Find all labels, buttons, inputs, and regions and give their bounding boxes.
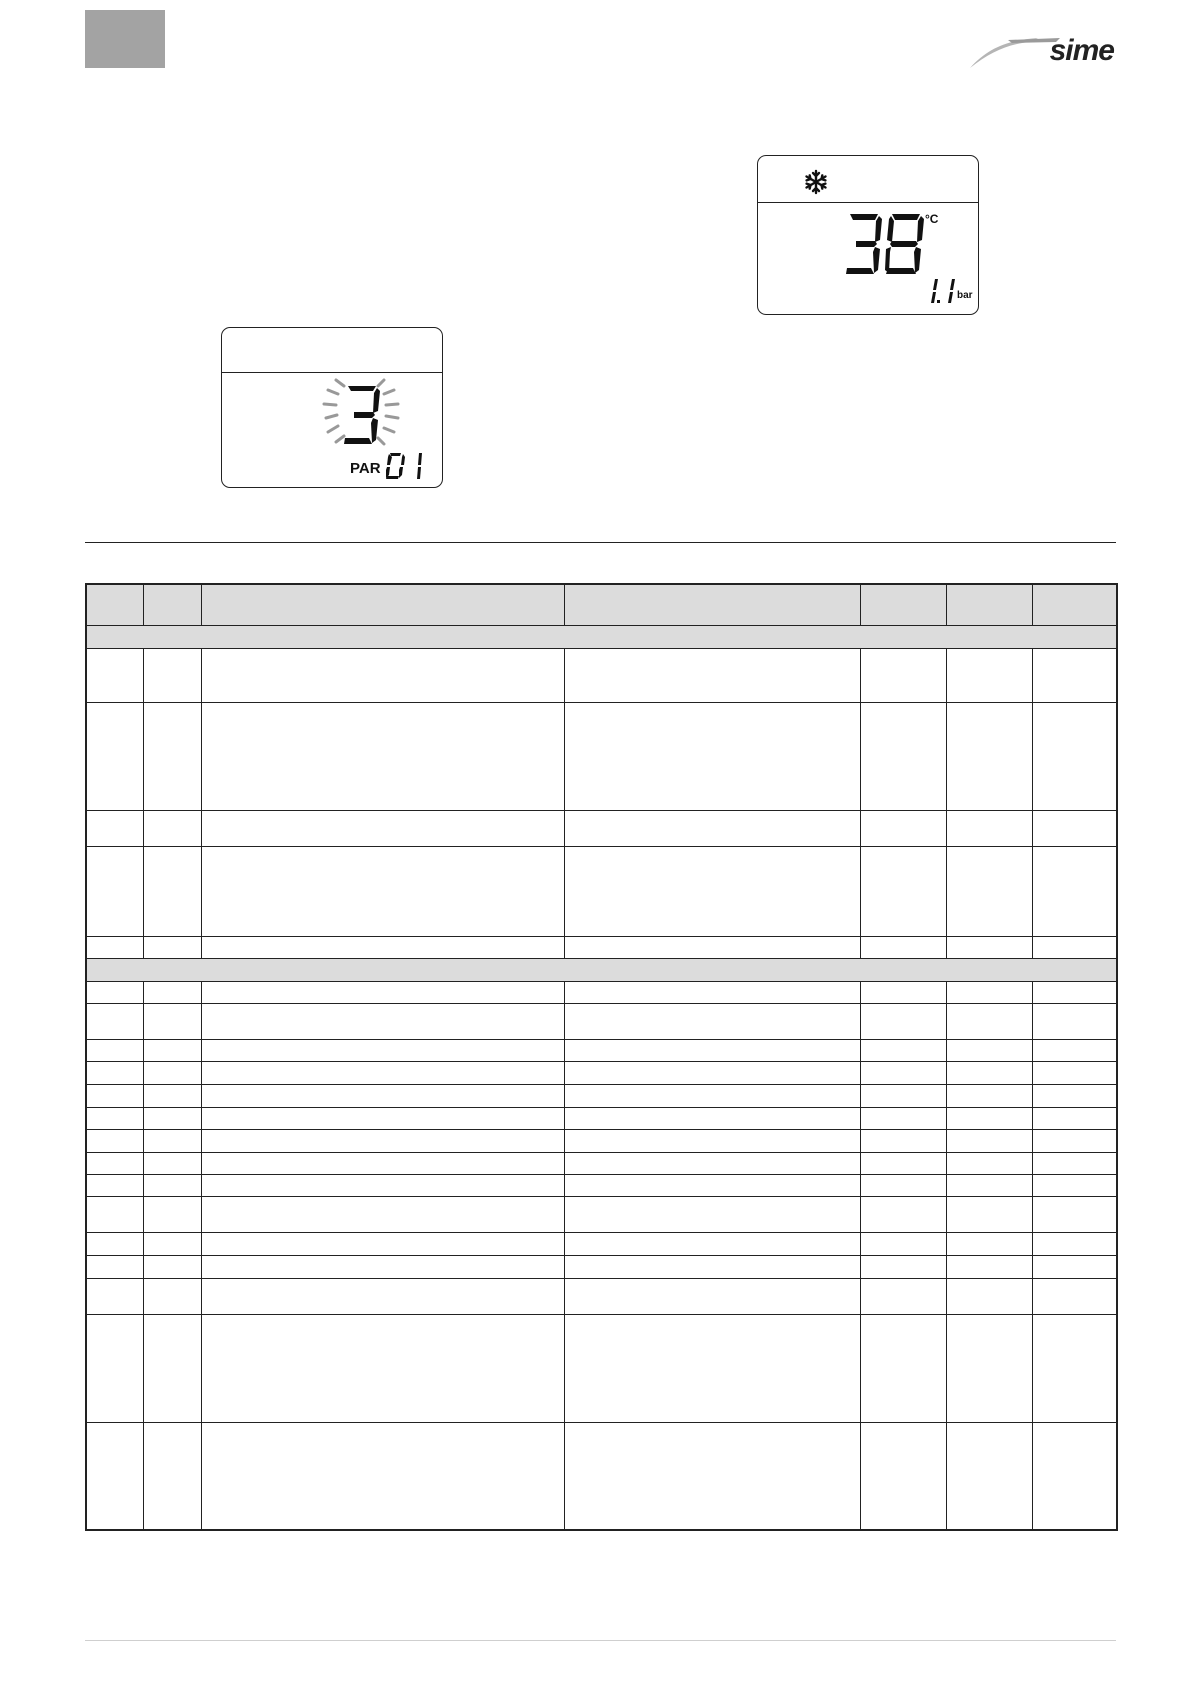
table-cell	[86, 1107, 143, 1129]
table-cell	[201, 810, 564, 846]
table-cell	[86, 1061, 143, 1084]
table-cell	[946, 1232, 1032, 1255]
table-cell	[860, 1196, 946, 1232]
table-cell	[143, 1003, 201, 1039]
table-cell	[564, 1129, 860, 1152]
table-cell	[860, 1061, 946, 1084]
table-cell	[860, 1232, 946, 1255]
column-header	[86, 584, 143, 625]
table-cell	[86, 958, 1117, 981]
column-header	[1032, 584, 1117, 625]
table-cell	[564, 1152, 860, 1174]
param-number	[384, 452, 426, 480]
lcd-divider	[758, 202, 978, 203]
table-cell	[564, 1174, 860, 1196]
table-cell	[143, 981, 201, 1003]
table-cell	[564, 1061, 860, 1084]
page-section-tab	[85, 10, 165, 68]
table-row	[86, 1107, 1117, 1129]
table-cell	[143, 1039, 201, 1061]
table-cell	[860, 1278, 946, 1314]
table-cell	[564, 1084, 860, 1107]
table-cell	[564, 648, 860, 702]
section-row	[86, 958, 1117, 981]
column-header	[564, 584, 860, 625]
table-row	[86, 702, 1117, 810]
table-cell	[201, 1129, 564, 1152]
temperature-unit: °C	[925, 212, 939, 226]
table-cell	[946, 1061, 1032, 1084]
table-cell	[1032, 648, 1117, 702]
table-cell	[564, 846, 860, 936]
table-cell	[946, 702, 1032, 810]
table-cell	[143, 810, 201, 846]
table-cell	[860, 648, 946, 702]
pressure-readout	[928, 278, 960, 304]
table-cell	[1032, 1314, 1117, 1422]
table-row	[86, 1278, 1117, 1314]
table-cell	[143, 1107, 201, 1129]
table-cell	[143, 702, 201, 810]
table-row	[86, 648, 1117, 702]
table-cell	[1032, 702, 1117, 810]
table-cell	[86, 1196, 143, 1232]
table-row	[86, 1129, 1117, 1152]
table-cell	[564, 1232, 860, 1255]
table-cell	[564, 810, 860, 846]
table-cell	[1032, 936, 1117, 958]
section-rule	[85, 542, 1116, 543]
table-cell	[86, 1232, 143, 1255]
table-cell	[86, 936, 143, 958]
table-cell	[201, 936, 564, 958]
table-cell	[860, 1039, 946, 1061]
table-cell	[564, 1422, 860, 1530]
table-cell	[201, 846, 564, 936]
table-cell	[946, 1422, 1032, 1530]
table-cell	[1032, 810, 1117, 846]
table-cell	[564, 936, 860, 958]
table-row	[86, 1422, 1117, 1530]
table-cell	[1032, 981, 1117, 1003]
table-cell	[1032, 1196, 1117, 1232]
table-cell	[564, 1196, 860, 1232]
table-cell	[86, 1174, 143, 1196]
table-cell	[860, 1084, 946, 1107]
table-cell	[564, 1314, 860, 1422]
blinking-digit	[322, 378, 402, 450]
table-cell	[86, 625, 1117, 648]
table-cell	[201, 1003, 564, 1039]
table-cell	[1032, 1422, 1117, 1530]
table-cell	[201, 1039, 564, 1061]
table-cell	[201, 1152, 564, 1174]
table-cell	[86, 648, 143, 702]
table-cell	[946, 810, 1032, 846]
column-header	[860, 584, 946, 625]
lcd-divider	[222, 372, 442, 373]
table-cell	[86, 1129, 143, 1152]
table-cell	[143, 1278, 201, 1314]
column-header	[946, 584, 1032, 625]
table-row	[86, 1314, 1117, 1422]
table-cell	[946, 1152, 1032, 1174]
snowflake-icon	[802, 168, 830, 196]
table-cell	[946, 1107, 1032, 1129]
table-cell	[564, 1278, 860, 1314]
table-cell	[564, 702, 860, 810]
table-header-row	[86, 584, 1117, 625]
lcd-display-parameter	[221, 327, 443, 488]
table-cell	[86, 702, 143, 810]
table-row	[86, 1039, 1117, 1061]
table-cell	[201, 648, 564, 702]
table-cell	[946, 1255, 1032, 1278]
table-cell	[143, 846, 201, 936]
sime-logo	[968, 30, 1116, 72]
table-cell	[86, 981, 143, 1003]
table-row	[86, 1084, 1117, 1107]
table-cell	[1032, 1061, 1117, 1084]
param-label: PAR	[350, 460, 381, 477]
table-cell	[143, 1084, 201, 1107]
table-cell	[143, 1232, 201, 1255]
lcd-display-frost-protection	[757, 155, 979, 315]
parameter-table	[85, 583, 1118, 1531]
table-cell	[143, 1061, 201, 1084]
table-cell	[143, 1422, 201, 1530]
table-cell	[86, 1422, 143, 1530]
table-cell	[1032, 846, 1117, 936]
table-cell	[1032, 1107, 1117, 1129]
table-cell	[86, 1314, 143, 1422]
table-cell	[201, 1084, 564, 1107]
table-cell	[86, 1152, 143, 1174]
table-cell	[946, 1314, 1032, 1422]
table-cell	[143, 1129, 201, 1152]
table-cell	[1032, 1278, 1117, 1314]
table-row	[86, 1174, 1117, 1196]
table-cell	[86, 1039, 143, 1061]
table-cell	[143, 1255, 201, 1278]
table-cell	[143, 1174, 201, 1196]
table-cell	[1032, 1174, 1117, 1196]
table-cell	[860, 702, 946, 810]
table-cell	[564, 1107, 860, 1129]
table-cell	[1032, 1039, 1117, 1061]
table-cell	[860, 1422, 946, 1530]
table-cell	[860, 1174, 946, 1196]
logo-text: sime	[1049, 34, 1114, 67]
table-cell	[1032, 1232, 1117, 1255]
table-cell	[86, 1084, 143, 1107]
table-cell	[1032, 1255, 1117, 1278]
table-cell	[860, 1003, 946, 1039]
table-cell	[946, 1084, 1032, 1107]
table-cell	[1032, 1003, 1117, 1039]
table-cell	[201, 1061, 564, 1084]
table-row	[86, 936, 1117, 958]
table-cell	[86, 1003, 143, 1039]
table-cell	[946, 1003, 1032, 1039]
table-cell	[201, 1422, 564, 1530]
table-cell	[860, 846, 946, 936]
table-cell	[564, 1039, 860, 1061]
table-row	[86, 1003, 1117, 1039]
table-cell	[201, 702, 564, 810]
table-row	[86, 1232, 1117, 1255]
table-cell	[1032, 1152, 1117, 1174]
table-row	[86, 810, 1117, 846]
table-cell	[201, 1255, 564, 1278]
table-cell	[201, 1314, 564, 1422]
table-cell	[143, 1196, 201, 1232]
pressure-unit: bar	[957, 290, 973, 301]
table-cell	[1032, 1129, 1117, 1152]
table-cell	[564, 1003, 860, 1039]
table-cell	[860, 1255, 946, 1278]
table-cell	[201, 1232, 564, 1255]
table-row	[86, 1196, 1117, 1232]
table-cell	[860, 981, 946, 1003]
table-row	[86, 1255, 1117, 1278]
column-header	[143, 584, 201, 625]
table-cell	[946, 648, 1032, 702]
table-cell	[1032, 1084, 1117, 1107]
table-cell	[143, 648, 201, 702]
table-cell	[946, 1196, 1032, 1232]
table-cell	[860, 1314, 946, 1422]
table-cell	[946, 1129, 1032, 1152]
table-cell	[946, 936, 1032, 958]
table-cell	[564, 1255, 860, 1278]
table-row	[86, 1152, 1117, 1174]
column-header	[201, 584, 564, 625]
table-cell	[86, 1278, 143, 1314]
table-cell	[564, 981, 860, 1003]
table-cell	[143, 1314, 201, 1422]
table-cell	[201, 1278, 564, 1314]
table-cell	[86, 810, 143, 846]
table-cell	[201, 1174, 564, 1196]
table-cell	[946, 1278, 1032, 1314]
footer-rule	[85, 1640, 1116, 1641]
table-cell	[946, 1039, 1032, 1061]
table-cell	[860, 1152, 946, 1174]
table-cell	[201, 1196, 564, 1232]
table-cell	[86, 846, 143, 936]
table-cell	[201, 981, 564, 1003]
table-row	[86, 1061, 1117, 1084]
table-cell	[860, 810, 946, 846]
table-cell	[860, 1129, 946, 1152]
table-cell	[860, 1107, 946, 1129]
table-cell	[946, 1174, 1032, 1196]
table-cell	[86, 1255, 143, 1278]
table-cell	[946, 846, 1032, 936]
table-row	[86, 846, 1117, 936]
table-row	[86, 981, 1117, 1003]
table-cell	[860, 936, 946, 958]
table-cell	[143, 1152, 201, 1174]
table-cell	[201, 1107, 564, 1129]
section-row	[86, 625, 1117, 648]
table-cell	[143, 936, 201, 958]
table-cell	[946, 981, 1032, 1003]
temperature-readout	[844, 212, 924, 276]
